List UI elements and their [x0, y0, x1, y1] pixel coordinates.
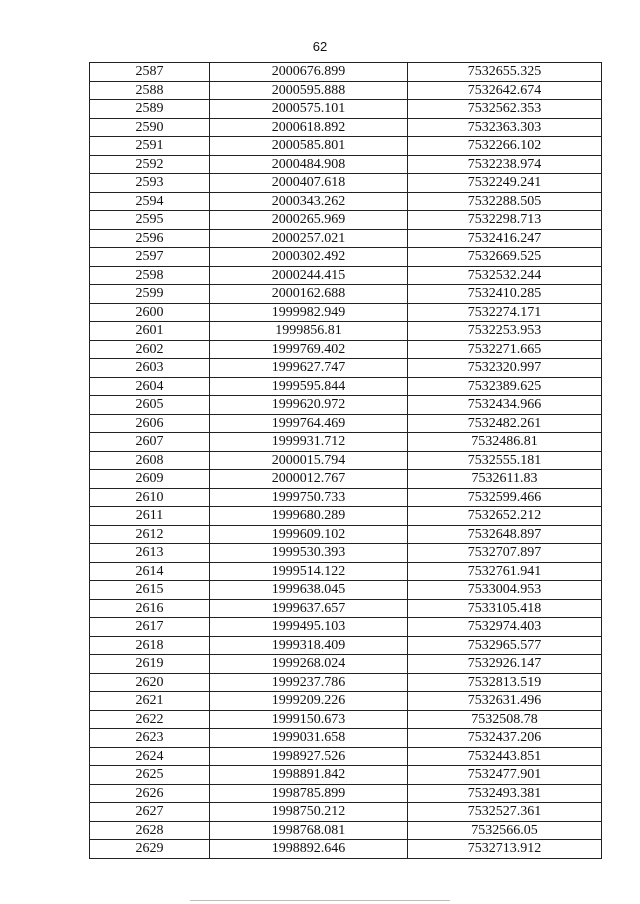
- x-coordinate-cell: 1998892.646: [210, 840, 408, 859]
- point-number-cell: 2622: [90, 710, 210, 729]
- table-row: [90, 821, 602, 840]
- table-row: [90, 340, 602, 359]
- table-row: [90, 710, 602, 729]
- point-number-cell: 2619: [90, 655, 210, 674]
- x-coordinate-cell: 1999268.024: [210, 655, 408, 674]
- point-number-cell: 2629: [90, 840, 210, 859]
- y-coordinate-cell: 7533004.953: [408, 581, 602, 600]
- y-coordinate-cell: 7532642.674: [408, 81, 602, 100]
- point-number-cell: 2616: [90, 599, 210, 618]
- y-coordinate-cell: 7532288.505: [408, 192, 602, 211]
- point-number-cell: 2626: [90, 784, 210, 803]
- y-coordinate-cell: 7532253.953: [408, 322, 602, 341]
- x-coordinate-cell: 1999150.673: [210, 710, 408, 729]
- y-coordinate-cell: 7532707.897: [408, 544, 602, 563]
- x-coordinate-cell: 2000265.969: [210, 211, 408, 230]
- table-row: [90, 581, 602, 600]
- y-coordinate-cell: 7532238.974: [408, 155, 602, 174]
- point-number-cell: 2600: [90, 303, 210, 322]
- table-row: [90, 562, 602, 581]
- point-number-cell: 2620: [90, 673, 210, 692]
- table-row: [90, 655, 602, 674]
- point-number-cell: 2623: [90, 729, 210, 748]
- y-coordinate-cell: 7533105.418: [408, 599, 602, 618]
- table-row: [90, 470, 602, 489]
- x-coordinate-cell: 1999514.122: [210, 562, 408, 581]
- x-coordinate-cell: 2000407.618: [210, 174, 408, 193]
- x-coordinate-cell: 2000244.415: [210, 266, 408, 285]
- y-coordinate-cell: 7532527.361: [408, 803, 602, 822]
- point-number-cell: 2598: [90, 266, 210, 285]
- x-coordinate-cell: 1999318.409: [210, 636, 408, 655]
- y-coordinate-cell: 7532611.83: [408, 470, 602, 489]
- point-number-cell: 2610: [90, 488, 210, 507]
- table-row: [90, 488, 602, 507]
- table-row: [90, 544, 602, 563]
- y-coordinate-cell: 7532974.403: [408, 618, 602, 637]
- point-number-cell: 2602: [90, 340, 210, 359]
- table-row: [90, 433, 602, 452]
- table-row: [90, 303, 602, 322]
- y-coordinate-cell: 7532389.625: [408, 377, 602, 396]
- x-coordinate-cell: 1998768.081: [210, 821, 408, 840]
- table-row: [90, 100, 602, 119]
- x-coordinate-cell: 1999931.712: [210, 433, 408, 452]
- y-coordinate-cell: 7532320.997: [408, 359, 602, 378]
- bottom-divider: [190, 900, 450, 901]
- point-number-cell: 2589: [90, 100, 210, 119]
- point-number-cell: 2614: [90, 562, 210, 581]
- table-row: [90, 211, 602, 230]
- x-coordinate-cell: 1999609.102: [210, 525, 408, 544]
- y-coordinate-cell: 7532443.851: [408, 747, 602, 766]
- table-row: [90, 803, 602, 822]
- y-coordinate-cell: 7532363.303: [408, 118, 602, 137]
- point-number-cell: 2606: [90, 414, 210, 433]
- x-coordinate-cell: 1999856.81: [210, 322, 408, 341]
- table-row: [90, 174, 602, 193]
- y-coordinate-cell: 7532477.901: [408, 766, 602, 785]
- point-number-cell: 2590: [90, 118, 210, 137]
- x-coordinate-cell: 1999595.844: [210, 377, 408, 396]
- point-number-cell: 2603: [90, 359, 210, 378]
- y-coordinate-cell: 7532416.247: [408, 229, 602, 248]
- page-number: 62: [312, 39, 328, 54]
- table-row: [90, 784, 602, 803]
- point-number-cell: 2604: [90, 377, 210, 396]
- point-number-cell: 2607: [90, 433, 210, 452]
- x-coordinate-cell: 2000585.801: [210, 137, 408, 156]
- point-number-cell: 2621: [90, 692, 210, 711]
- x-coordinate-cell: 1998927.526: [210, 747, 408, 766]
- table-row: [90, 396, 602, 415]
- point-number-cell: 2592: [90, 155, 210, 174]
- y-coordinate-cell: 7532508.78: [408, 710, 602, 729]
- table-row: [90, 747, 602, 766]
- x-coordinate-cell: 2000257.021: [210, 229, 408, 248]
- y-coordinate-cell: 7532655.325: [408, 63, 602, 82]
- table-row: [90, 766, 602, 785]
- x-coordinate-cell: 2000676.899: [210, 63, 408, 82]
- y-coordinate-cell: 7532266.102: [408, 137, 602, 156]
- y-coordinate-cell: 7532271.665: [408, 340, 602, 359]
- y-coordinate-cell: 7532493.381: [408, 784, 602, 803]
- table-row: [90, 507, 602, 526]
- y-coordinate-cell: 7532631.496: [408, 692, 602, 711]
- point-number-cell: 2597: [90, 248, 210, 267]
- x-coordinate-cell: 1999764.469: [210, 414, 408, 433]
- y-coordinate-cell: 7532482.261: [408, 414, 602, 433]
- x-coordinate-cell: 1998891.842: [210, 766, 408, 785]
- table-row: [90, 525, 602, 544]
- point-number-cell: 2593: [90, 174, 210, 193]
- table-row: [90, 81, 602, 100]
- point-number-cell: 2595: [90, 211, 210, 230]
- x-coordinate-cell: 1999495.103: [210, 618, 408, 637]
- x-coordinate-cell: 1999530.393: [210, 544, 408, 563]
- point-number-cell: 2612: [90, 525, 210, 544]
- point-number-cell: 2596: [90, 229, 210, 248]
- x-coordinate-cell: 1998750.212: [210, 803, 408, 822]
- y-coordinate-cell: 7532761.941: [408, 562, 602, 581]
- table-row: [90, 118, 602, 137]
- table-row: [90, 618, 602, 637]
- point-number-cell: 2625: [90, 766, 210, 785]
- x-coordinate-cell: 1999627.747: [210, 359, 408, 378]
- x-coordinate-cell: 2000015.794: [210, 451, 408, 470]
- point-number-cell: 2613: [90, 544, 210, 563]
- point-number-cell: 2591: [90, 137, 210, 156]
- table-row: [90, 840, 602, 859]
- x-coordinate-cell: 2000618.892: [210, 118, 408, 137]
- table-row: [90, 729, 602, 748]
- table-row: [90, 285, 602, 304]
- point-number-cell: 2599: [90, 285, 210, 304]
- y-coordinate-cell: 7532566.05: [408, 821, 602, 840]
- table-row: [90, 599, 602, 618]
- y-coordinate-cell: 7532599.466: [408, 488, 602, 507]
- x-coordinate-cell: 2000484.908: [210, 155, 408, 174]
- table-row: [90, 673, 602, 692]
- y-coordinate-cell: 7532813.519: [408, 673, 602, 692]
- x-coordinate-cell: 2000302.492: [210, 248, 408, 267]
- table-row: [90, 192, 602, 211]
- point-number-cell: 2615: [90, 581, 210, 600]
- x-coordinate-cell: 1999638.045: [210, 581, 408, 600]
- x-coordinate-cell: 1999982.949: [210, 303, 408, 322]
- table-row: [90, 322, 602, 341]
- y-coordinate-cell: 7532249.241: [408, 174, 602, 193]
- y-coordinate-cell: 7532926.147: [408, 655, 602, 674]
- table-row: [90, 414, 602, 433]
- y-coordinate-cell: 7532562.353: [408, 100, 602, 119]
- x-coordinate-cell: 2000595.888: [210, 81, 408, 100]
- x-coordinate-cell: 1999031.658: [210, 729, 408, 748]
- point-number-cell: 2609: [90, 470, 210, 489]
- point-number-cell: 2587: [90, 63, 210, 82]
- point-number-cell: 2608: [90, 451, 210, 470]
- table-row: [90, 229, 602, 248]
- x-coordinate-cell: 1999769.402: [210, 340, 408, 359]
- y-coordinate-cell: 7532648.897: [408, 525, 602, 544]
- table-row: [90, 266, 602, 285]
- y-coordinate-cell: 7532532.244: [408, 266, 602, 285]
- table-row: [90, 377, 602, 396]
- point-number-cell: 2618: [90, 636, 210, 655]
- y-coordinate-cell: 7532298.713: [408, 211, 602, 230]
- y-coordinate-cell: 7532434.966: [408, 396, 602, 415]
- table-row: [90, 359, 602, 378]
- y-coordinate-cell: 7532669.525: [408, 248, 602, 267]
- point-number-cell: 2605: [90, 396, 210, 415]
- point-number-cell: 2601: [90, 322, 210, 341]
- y-coordinate-cell: 7532713.912: [408, 840, 602, 859]
- coordinates-table-body: [90, 63, 602, 859]
- table-row: [90, 63, 602, 82]
- x-coordinate-cell: 2000012.767: [210, 470, 408, 489]
- point-number-cell: 2627: [90, 803, 210, 822]
- x-coordinate-cell: 1999620.972: [210, 396, 408, 415]
- coordinates-table: [89, 62, 602, 859]
- y-coordinate-cell: 7532486.81: [408, 433, 602, 452]
- table-row: [90, 248, 602, 267]
- table-row: [90, 137, 602, 156]
- x-coordinate-cell: 1999209.226: [210, 692, 408, 711]
- table-row: [90, 155, 602, 174]
- point-number-cell: 2628: [90, 821, 210, 840]
- x-coordinate-cell: 1999637.657: [210, 599, 408, 618]
- x-coordinate-cell: 1999750.733: [210, 488, 408, 507]
- point-number-cell: 2594: [90, 192, 210, 211]
- x-coordinate-cell: 2000343.262: [210, 192, 408, 211]
- table-row: [90, 636, 602, 655]
- point-number-cell: 2617: [90, 618, 210, 637]
- x-coordinate-cell: 1998785.899: [210, 784, 408, 803]
- x-coordinate-cell: 1999680.289: [210, 507, 408, 526]
- x-coordinate-cell: 2000162.688: [210, 285, 408, 304]
- table-row: [90, 692, 602, 711]
- point-number-cell: 2588: [90, 81, 210, 100]
- y-coordinate-cell: 7532555.181: [408, 451, 602, 470]
- x-coordinate-cell: 1999237.786: [210, 673, 408, 692]
- y-coordinate-cell: 7532274.171: [408, 303, 602, 322]
- x-coordinate-cell: 2000575.101: [210, 100, 408, 119]
- y-coordinate-cell: 7532965.577: [408, 636, 602, 655]
- y-coordinate-cell: 7532437.206: [408, 729, 602, 748]
- y-coordinate-cell: 7532410.285: [408, 285, 602, 304]
- table-row: [90, 451, 602, 470]
- point-number-cell: 2611: [90, 507, 210, 526]
- y-coordinate-cell: 7532652.212: [408, 507, 602, 526]
- point-number-cell: 2624: [90, 747, 210, 766]
